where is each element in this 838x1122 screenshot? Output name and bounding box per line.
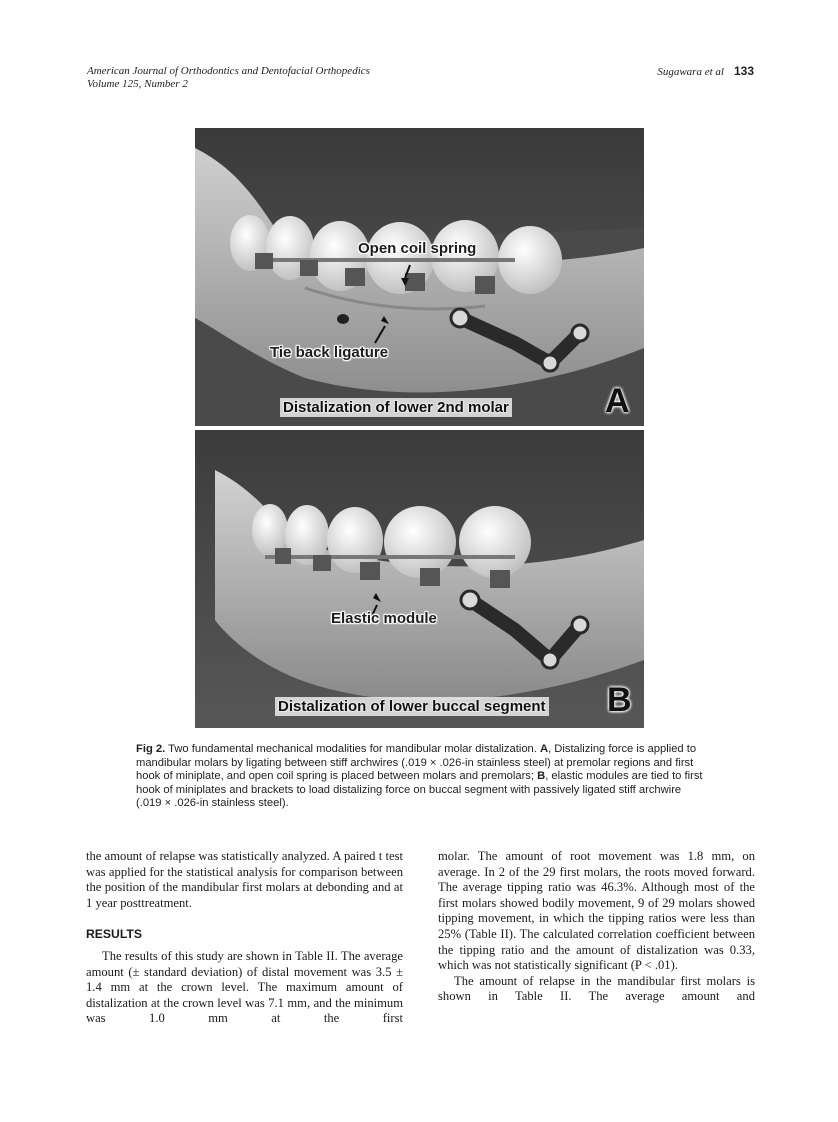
label-tie-back-ligature: Tie back ligature (270, 344, 389, 361)
banner-panel-b: Distalization of lower buccal segment (275, 697, 549, 716)
running-header-right (657, 64, 754, 78)
paragraph-statistics: the amount of relapse was statistically analyzed. A paired t test was applied for the statistical analysis for comparison between the position of the mandibular first molars at debonding and at 1 year posttreatment. (86, 849, 403, 910)
panel-letter-b: B (607, 681, 632, 719)
running-header-authors: Sugawara et al (657, 66, 724, 78)
panel-b-photo (195, 430, 644, 728)
body-column-right (438, 849, 755, 1005)
panel-letter-a: A (605, 382, 630, 420)
banner-panel-a: Distalization of lower 2nd molar (280, 398, 512, 417)
paragraph-root-movement: molar. The amount of root movement was 1.8 mm, on average. In 2 of the 29 first molars, the roots moved forward. The average tipping ratio was 46.3%. Although most of the first molars showed bodily movement, 9 of 29 molars showed tipping movement, in which the tipping ratios were less than 25% (Table II). The calculated correlation coefficient between the tipping ratio and the amount of distalization was 0.33, which was not statistically significant (P < .01). (438, 849, 755, 973)
panel-a-photo (195, 128, 644, 426)
journal-title: American Journal of Orthodontics and Dentofacial Orthopedics (87, 65, 370, 77)
figure-panel-a (195, 128, 644, 426)
running-header-journal (87, 65, 370, 91)
caption-panel-b-ref: B (537, 770, 546, 783)
caption-text-3: , elastic modules are tied to first hook of miniplates and brackets to load distalizing force on buccal segment with passively ligated stiff archwire (.019 × .026-in stainless steel). (136, 770, 703, 810)
paragraph-results: The results of this study are shown in Table II. The average amount (± standard deviation) of distal movement was 3.5 ± 1.4 mm at the crown level. The maximum amount of distalization at the crown level was 7.1 mm, and the minimum was 1.0 mm at the first (86, 948, 403, 1026)
paragraph-relapse: The amount of relapse in the mandibular first molars is shown in Table II. The average amount and (438, 973, 755, 1004)
section-heading-results: RESULTS (86, 927, 142, 942)
body-column-left (86, 849, 403, 1027)
label-elastic-module: Elastic module (331, 610, 437, 627)
caption-text-2: , Distalizing force is applied to mandibular molars by ligating between stiff archwires (.019 × .026-in stainless steel) at premolar regions and first hook of miniplate, and open coil spring is placed between molars and premolars; (136, 743, 697, 783)
figure-caption (136, 743, 704, 811)
journal-volume: Volume 125, Number 2 (87, 78, 188, 90)
label-open-coil-spring: Open coil spring (358, 240, 477, 257)
figure-2 (195, 128, 644, 728)
caption-text-1: Two fundamental mechanical modalities for mandibular molar distalization. (165, 743, 540, 755)
page-number: 133 (733, 64, 754, 78)
figure-panel-b (195, 430, 644, 728)
caption-fig-label: Fig 2. (136, 743, 166, 755)
caption-panel-a-ref: A (539, 743, 549, 755)
